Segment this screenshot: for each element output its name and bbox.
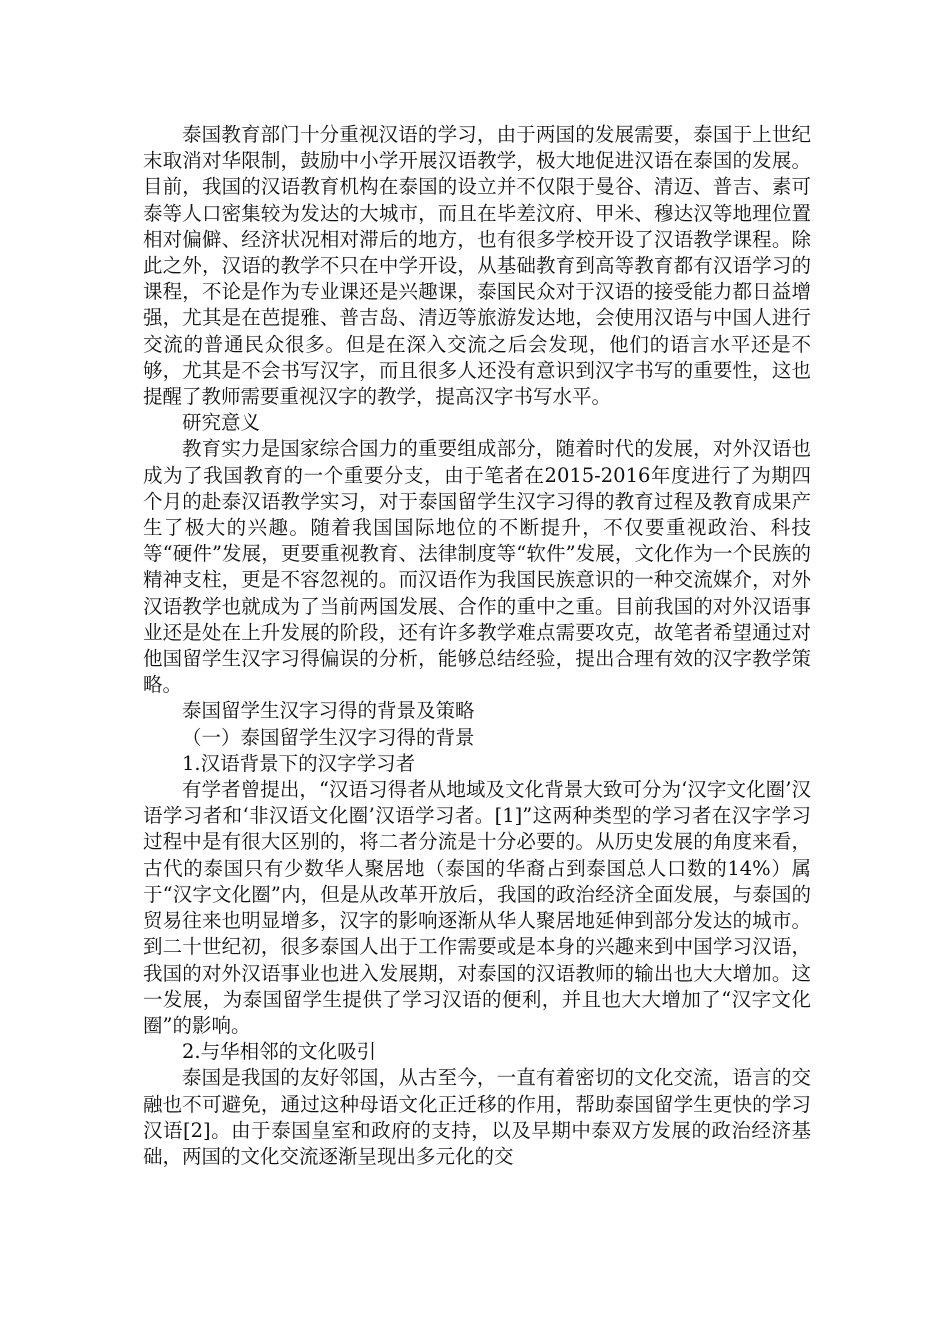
- document-body: [143, 122, 811, 1170]
- heading-research-significance: 研究意义: [182, 411, 261, 435]
- paragraph-research-significance: 教育实力是国家综合国力的重要组成部分，随着时代的发展，对外汉语也成为了我国教育的一个重要分支，由于笔者在2015-2016年度进行了为期四个月的赴泰汉语教学实习，对于泰国留学生汉字习得的教育过程及教育成果产生了极大的兴趣。随着我国国际地位的不断提升，不仅要重视政治、科技等“硬件”发展，更要重视教育、法律制度等“软件”发展，文化作为一个民族的精神支柱，更是不容忽视的。而汉语作为我国民族意识的一种交流媒介，对外汉语教学也就成为了当前两国发展、合作的重中之重。目前我国的对外汉语事业还是处在上升发展的阶段，还有许多教学难点需要攻克，故笔者希望通过对他国留学生汉字习得偏误的分析，能够总结经验，提出合理有效的汉字教学策略。: [143, 437, 811, 697]
- heading-subsection-1: 1.汉语背景下的汉字学习者: [182, 751, 416, 775]
- heading-background-and-strategy: 泰国留学生汉字习得的背景及策略: [182, 699, 475, 723]
- heading-subsection-2: 2.与华相邻的文化吸引: [182, 1040, 377, 1064]
- paragraph-thai-education: 泰国教育部门十分重视汉语的学习，由于两国的发展需要，泰国于上世纪末取消对华限制，鼓励中小学开展汉语教学，极大地促进汉语在泰国的发展。目前，我国的汉语教育机构在泰国的设立并不仅限于曼谷、清迈、普吉、素可泰等人口密集较为发达的大城市，而且在毕差汶府、甲米、穆达汉等地理位置相对偏僻、经济状况相对滞后的地方，也有很多学校开设了汉语教学课程。除此之外，汉语的教学不只在中学开设，从基础教育到高等教育都有汉语学习的课程，不论是作为专业课还是兴趣课，泰国民众对于汉语的接受能力都日益增强，尤其是在芭提雅、普吉岛、清迈等旅游发达地，会使用汉语与中国人进行交流的普通民众很多。但是在深入交流之后会发现，他们的语言水平还是不够，尤其是不会书写汉字，而且很多人还没有意识到汉字书写的重要性，这也提醒了教师需要重视汉字的教学，提高汉字书写水平。: [143, 123, 811, 409]
- paragraph-cultural-attraction: 泰国是我国的友好邻国，从古至今，一直有着密切的文化交流，语言的交融也不可避免，通过这种母语文化正迁移的作用，帮助泰国留学生更快的学习汉语[2]。由于泰国皇室和政府的支持，以及早期中泰双方发展的政治经济基础，两国的文化交流逐渐呈现出多元化的交: [143, 1066, 811, 1168]
- paragraph-learners: 有学者曾提出，“汉语习得者从地域及文化背景大致可分为‘汉字文化圈’汉语学习者和‘非汉语文化圈’汉语学习者。[1]”这两种类型的学习者在汉字学习过程中是有很大区别的，将二者分流是十分必要的。从历史发展的角度来看，古代的泰国只有少数华人聚居地（泰国的华裔占到泰国总人口数的14%）属于“汉字文化圈”内，但是从改革开放后，我国的政治经济全面发展，与泰国的贸易往来也明显增多，汉字的影响逐渐从华人聚居地延伸到部分发达的城市。到二十世纪初，很多泰国人出于工作需要或是本身的兴趣来到中国学习汉语，我国的对外汉语事业也进入发展期，对泰国的汉语教师的输出也大大增加。这一发展，为泰国留学生提供了学习汉语的便利，并且也大大增加了“汉字文化圈”的影响。: [143, 778, 811, 1037]
- heading-section-one: （一）泰国留学生汉字习得的背景: [182, 725, 475, 749]
